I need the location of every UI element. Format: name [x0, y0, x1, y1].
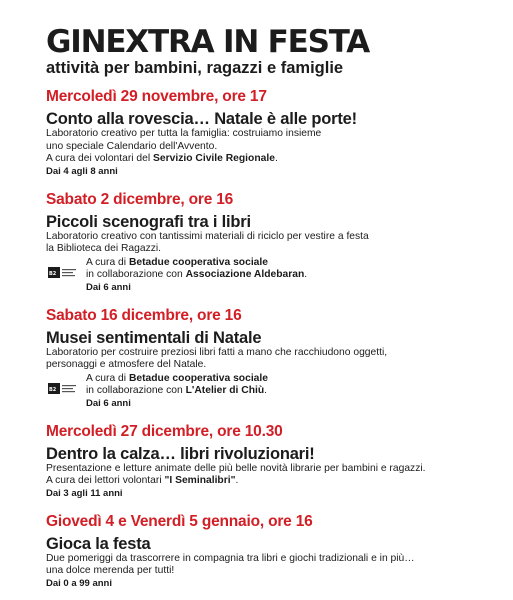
event-age: Dai 6 anni	[86, 281, 131, 293]
event-credit: B2 A cura di Betadue cooperativa sociale in collaborazione con Associazione Aldebaran. Dai 6 anni	[49, 256, 308, 293]
description-line: Laboratorio per costruire preziosi libri fatti a mano che racchiudono oggetti,	[46, 346, 388, 358]
event-title: Conto alla rovescia… Natale è alle porte!	[46, 110, 357, 128]
event-title: Piccoli scenografi tra i libri	[46, 212, 251, 231]
event-age: Dai 3 agli 11 anni	[46, 487, 123, 499]
event-4	[46, 423, 486, 500]
event-description	[46, 463, 486, 488]
svg-text:B2: B2	[49, 386, 57, 393]
description-line: uno speciale Calendario dell'Avvento.	[46, 140, 218, 152]
event-title: Musei sentimentali di Natale	[46, 328, 262, 347]
description-line: personaggi e atmosfere del Natale.	[46, 359, 207, 370]
event-3	[46, 307, 486, 410]
event-description	[46, 231, 486, 256]
betadue-logo-icon	[48, 265, 76, 280]
description-line: Due pomeriggi da trascorrere in compagnia tra libri e giochi tradizionali e in più…	[46, 552, 415, 564]
organizer-name: Betadue cooperativa sociale	[128, 256, 269, 268]
event-5	[46, 513, 486, 590]
event-age: Dai 4 agli 8 anni	[46, 165, 118, 177]
event-age: Dai 0 a 99 anni	[46, 577, 113, 589]
event-date: Mercoledì 27 dicembre, ore 10.30	[46, 422, 283, 440]
betadue-logo-icon	[48, 381, 76, 396]
description-line: una dolce merenda per tutti!	[46, 565, 175, 576]
event-date: Sabato 16 dicembre, ore 16	[46, 306, 242, 324]
event-credit: A cura dei lettori volontari "I Seminalibri".	[46, 475, 239, 486]
event-title: Dentro la calza… libri rivoluzionari!	[46, 444, 315, 463]
event-date: Giovedì 4 e Venerdì 5 gennaio, ore 16	[46, 512, 313, 530]
page-subtitle: attività per bambini, ragazzi e famiglie	[46, 59, 344, 77]
event-2	[46, 191, 486, 294]
event-date: Mercoledì 29 novembre, ore 17	[46, 88, 267, 105]
organizer-name: "I Seminalibri"	[164, 475, 236, 486]
event-age: Dai 6 anni	[86, 397, 131, 409]
event-description	[46, 128, 486, 166]
event-date: Sabato 2 dicembre, ore 16	[46, 190, 234, 208]
page-title: GINEXTRA IN FESTA	[46, 24, 370, 60]
svg-text:B2: B2	[49, 270, 57, 277]
event-title: Gioca la festa	[46, 534, 151, 553]
partner-name: L'Atelier di Chiù	[185, 385, 265, 396]
organizer-name: Servizio Civile Regionale	[153, 153, 275, 164]
description-line: la Biblioteca dei Ragazzi.	[46, 243, 162, 254]
poster	[46, 26, 486, 590]
description-line: Laboratorio creativo per tutta la famiglia: costruiamo insieme	[46, 128, 322, 139]
description-line: Presentazione e letture animate delle più belle novità librarie per bambini e ragazzi.	[46, 462, 426, 474]
event-credit: B2 A cura di Betadue cooperativa sociale in collaborazione con L'Atelier di Chiù. Dai 6 anni	[49, 372, 269, 409]
event-1	[46, 88, 486, 178]
event-description	[46, 553, 486, 578]
description-line: Laboratorio creativo con tantissimi materiali di riciclo per vestire a festa	[46, 230, 369, 242]
partner-name: Associazione Aldebaran	[185, 269, 305, 280]
event-description	[46, 347, 486, 372]
event-credit: A cura dei volontari del Servizio Civile Regionale.	[46, 153, 278, 164]
organizer-name: Betadue cooperativa sociale	[128, 372, 269, 384]
